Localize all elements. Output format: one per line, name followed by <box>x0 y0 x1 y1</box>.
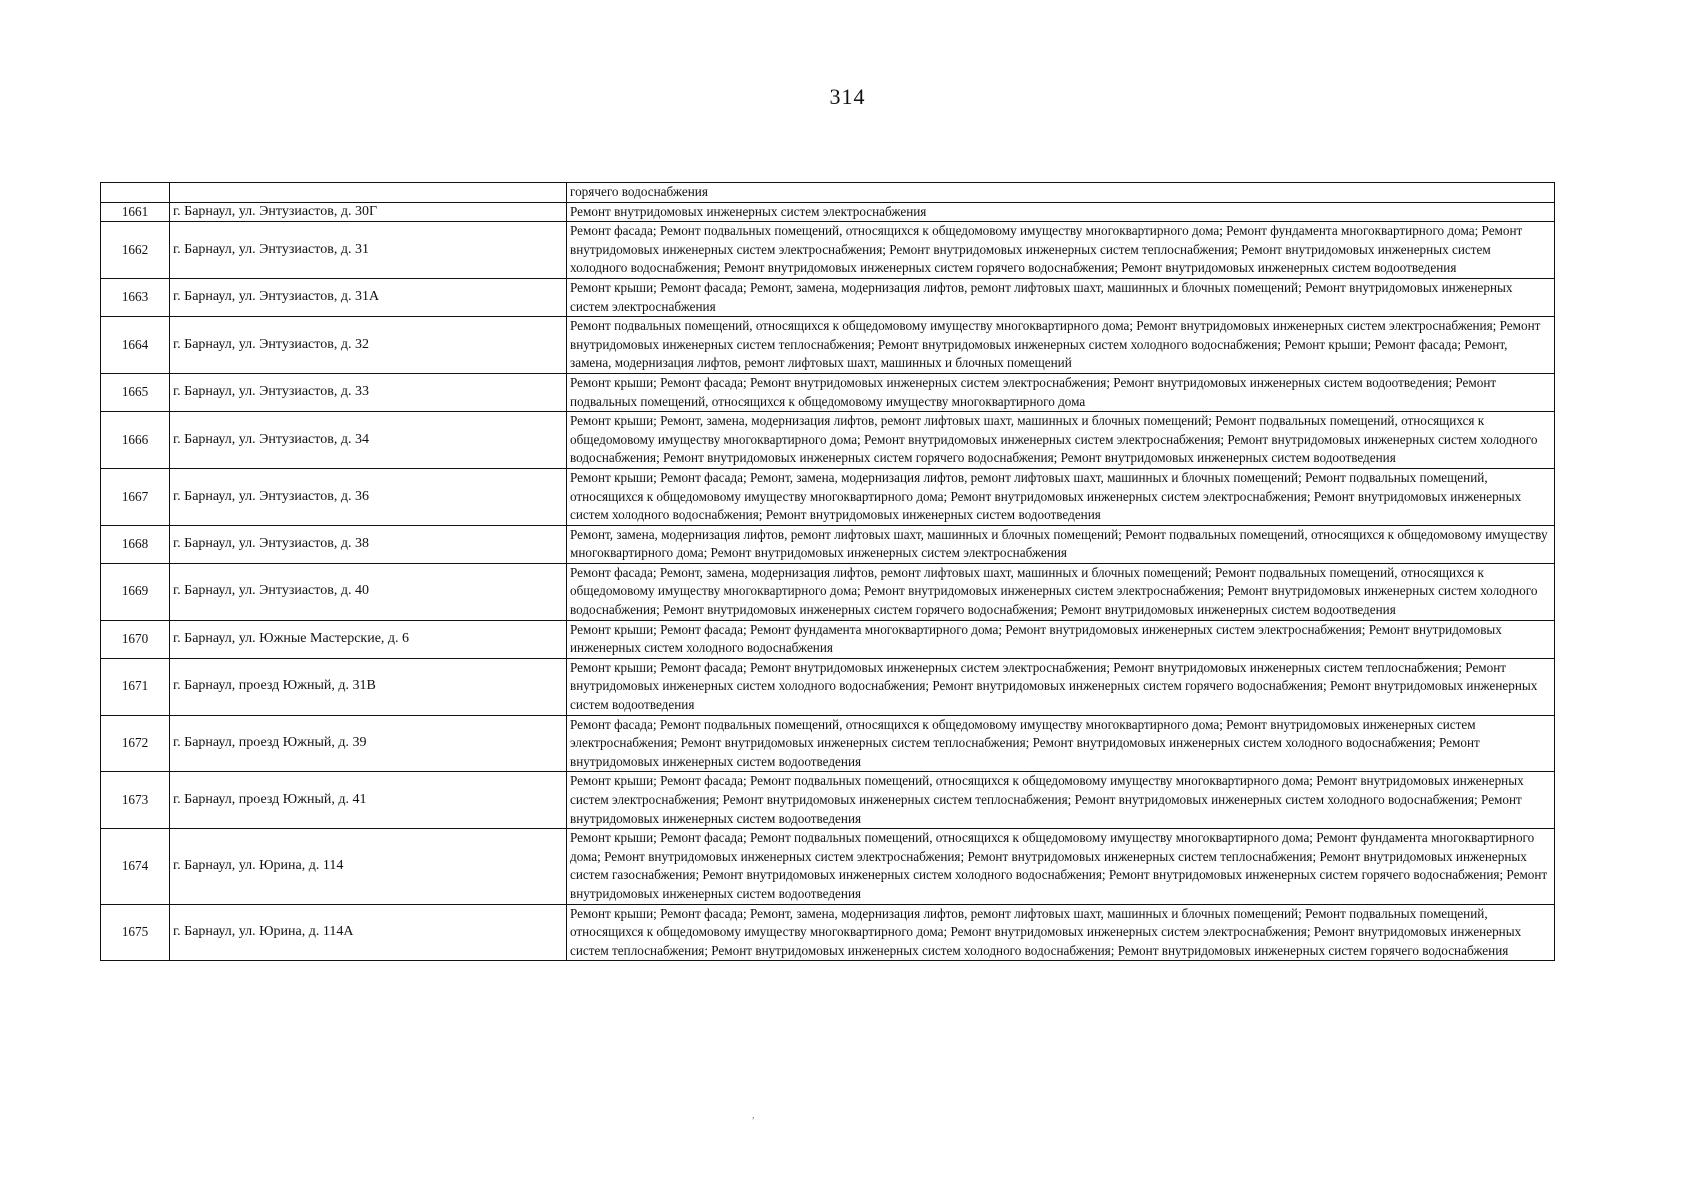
row-address: г. Барнаул, ул. Энтузиастов, д. 31А <box>170 278 567 316</box>
row-works: Ремонт крыши; Ремонт фасада; Ремонт внутридомовых инженерных систем электроснабжения; Ремонт внутридомовых инженерных систем водоотведения; Ремонт подвальных помещений, относящихся к общедомовому имуществу многоквартирного дома <box>567 373 1555 411</box>
row-number: 1665 <box>101 373 170 411</box>
table-row <box>101 468 1555 525</box>
table-row <box>101 222 1555 279</box>
page-number: 314 <box>829 84 866 109</box>
table-row <box>101 412 1555 469</box>
row-number: 1664 <box>101 317 170 374</box>
table-row <box>101 658 1555 715</box>
row-address <box>170 183 567 203</box>
row-works: Ремонт крыши; Ремонт, замена, модернизация лифтов, ремонт лифтовых шахт, машинных и блочных помещений; Ремонт подвальных помещений, относящихся к общедомовому имуществу многоквартирного дома; Ремонт внутридомовых инженерных систем электроснабжения; Ремонт внутридомовых инженерных систем холодного водоснабжения; Ремонт внутридомовых инженерных систем горячего водоснабжения; Ремонт внутридомовых инженерных систем водоотведения <box>567 412 1555 469</box>
row-number: 1672 <box>101 715 170 772</box>
row-address: г. Барнаул, ул. Энтузиастов, д. 33 <box>170 373 567 411</box>
row-number: 1667 <box>101 468 170 525</box>
row-number <box>101 183 170 203</box>
row-works: Ремонт крыши; Ремонт фасада; Ремонт подвальных помещений, относящихся к общедомовому имуществу многоквартирного дома; Ремонт внутридомовых инженерных систем электроснабжения; Ремонт внутридомовых инженерных систем теплоснабжения; Ремонт внутридомовых инженерных систем холодного водоснабжения; Ремонт внутридомовых инженерных систем водоотведения <box>567 772 1555 829</box>
table-row <box>101 904 1555 961</box>
row-address: г. Барнаул, ул. Южные Мастерские, д. 6 <box>170 620 567 658</box>
table-row <box>101 772 1555 829</box>
row-address: г. Барнаул, ул. Энтузиастов, д. 38 <box>170 525 567 563</box>
repair-registry-table <box>100 182 1555 961</box>
row-works: Ремонт крыши; Ремонт фасада; Ремонт, замена, модернизация лифтов, ремонт лифтовых шахт, машинных и блочных помещений; Ремонт подвальных помещений, относящихся к общедомовому имуществу многоквартирного дома; Ремонт внутридомовых инженерных систем электроснабжения; Ремонт внутридомовых инженерных систем холодного водоснабжения; Ремонт внутридомовых инженерных систем водоотведения <box>567 468 1555 525</box>
row-address: г. Барнаул, ул. Энтузиастов, д. 32 <box>170 317 567 374</box>
row-number: 1669 <box>101 563 170 620</box>
row-works: Ремонт фасада; Ремонт подвальных помещений, относящихся к общедомовому имуществу многоквартирного дома; Ремонт внутридомовых инженерных систем электроснабжения; Ремонт внутридомовых инженерных систем теплоснабжения; Ремонт внутридомовых инженерных систем холодного водоснабжения; Ремонт внутридомовых инженерных систем водоотведения <box>567 715 1555 772</box>
row-works: Ремонт крыши; Ремонт фасада; Ремонт, замена, модернизация лифтов, ремонт лифтовых шахт, машинных и блочных помещений; Ремонт подвальных помещений, относящихся к общедомовому имуществу многоквартирного дома; Ремонт внутридомовых инженерных систем электроснабжения; Ремонт внутридомовых инженерных систем теплоснабжения; Ремонт внутридомовых инженерных систем холодного водоснабжения; Ремонт внутридомовых инженерных систем горячего водоснабжения <box>567 904 1555 961</box>
row-address: г. Барнаул, ул. Энтузиастов, д. 36 <box>170 468 567 525</box>
row-works: Ремонт, замена, модернизация лифтов, ремонт лифтовых шахт, машинных и блочных помещений; Ремонт подвальных помещений, относящихся к общедомовому имуществу многоквартирного дома; Ремонт внутридомовых инженерных систем электроснабжения <box>567 525 1555 563</box>
row-works: Ремонт внутридомовых инженерных систем электроснабжения <box>567 202 1555 222</box>
row-works: Ремонт крыши; Ремонт фасада; Ремонт внутридомовых инженерных систем электроснабжения; Ремонт внутридомовых инженерных систем теплоснабжения; Ремонт внутридомовых инженерных систем холодного водоснабжения; Ремонт внутридомовых инженерных систем горячего водоснабжения; Ремонт внутридомовых инженерных систем водоотведения <box>567 658 1555 715</box>
row-works: Ремонт крыши; Ремонт фасада; Ремонт подвальных помещений, относящихся к общедомовому имуществу многоквартирного дома; Ремонт фундамента многоквартирного дома; Ремонт внутридомовых инженерных систем электроснабжения; Ремонт внутридомовых инженерных систем теплоснабжения; Ремонт внутридомовых инженерных систем газоснабжения; Ремонт внутридомовых инженерных систем холодного водоснабжения; Ремонт внутридомовых инженерных систем горячего водоснабжения; Ремонт внутридомовых инженерных систем водоотведения <box>567 829 1555 904</box>
row-works: Ремонт фасада; Ремонт подвальных помещений, относящихся к общедомовому имуществу многоквартирного дома; Ремонт фундамента многоквартирного дома; Ремонт внутридомовых инженерных систем электроснабжения; Ремонт внутридомовых инженерных систем теплоснабжения; Ремонт внутридомовых инженерных систем холодного водоснабжения; Ремонт внутридомовых инженерных систем горячего водоснабжения; Ремонт внутридомовых инженерных систем водоотведения <box>567 222 1555 279</box>
row-number: 1666 <box>101 412 170 469</box>
table-row <box>101 317 1555 374</box>
table-row <box>101 373 1555 411</box>
table-row <box>101 829 1555 904</box>
row-number: 1661 <box>101 202 170 222</box>
row-address: г. Барнаул, ул. Энтузиастов, д. 31 <box>170 222 567 279</box>
row-number: 1674 <box>101 829 170 904</box>
row-works: Ремонт фасада; Ремонт, замена, модернизация лифтов, ремонт лифтовых шахт, машинных и блочных помещений; Ремонт подвальных помещений, относящихся к общедомовому имуществу многоквартирного дома; Ремонт внутридомовых инженерных систем электроснабжения; Ремонт внутридомовых инженерных систем холодного водоснабжения; Ремонт внутридомовых инженерных систем горячего водоснабжения; Ремонт внутридомовых инженерных систем водоотведения <box>567 563 1555 620</box>
row-number: 1671 <box>101 658 170 715</box>
row-works: Ремонт крыши; Ремонт фасада; Ремонт фундамента многоквартирного дома; Ремонт внутридомовых инженерных систем электроснабжения; Ремонт внутридомовых инженерных систем холодного водоснабжения <box>567 620 1555 658</box>
row-number: 1670 <box>101 620 170 658</box>
table-row <box>101 202 1555 222</box>
table-row <box>101 620 1555 658</box>
row-address: г. Барнаул, ул. Энтузиастов, д. 40 <box>170 563 567 620</box>
row-address: г. Барнаул, ул. Энтузиастов, д. 30Г <box>170 202 567 222</box>
row-number: 1663 <box>101 278 170 316</box>
table-row <box>101 715 1555 772</box>
row-address: г. Барнаул, ул. Юрина, д. 114 <box>170 829 567 904</box>
scan-artifact: , <box>752 1110 755 1121</box>
row-address: г. Барнаул, проезд Южный, д. 31В <box>170 658 567 715</box>
table-body <box>101 183 1555 961</box>
row-address: г. Барнаул, проезд Южный, д. 39 <box>170 715 567 772</box>
row-address: г. Барнаул, проезд Южный, д. 41 <box>170 772 567 829</box>
table-row <box>101 278 1555 316</box>
row-number: 1675 <box>101 904 170 961</box>
row-number: 1673 <box>101 772 170 829</box>
row-works: Ремонт подвальных помещений, относящихся к общедомовому имуществу многоквартирного дома; Ремонт внутридомовых инженерных систем электроснабжения; Ремонт внутридомовых инженерных систем теплоснабжения; Ремонт внутридомовых инженерных систем холодного водоснабжения; Ремонт крыши; Ремонт фасада; Ремонт, замена, модернизация лифтов, ремонт лифтовых шахт, машинных и блочных помещений <box>567 317 1555 374</box>
table-row <box>101 525 1555 563</box>
row-works: горячего водоснабжения <box>567 183 1555 203</box>
row-number: 1662 <box>101 222 170 279</box>
row-works: Ремонт крыши; Ремонт фасада; Ремонт, замена, модернизация лифтов, ремонт лифтовых шахт, машинных и блочных помещений; Ремонт внутридомовых инженерных систем электроснабжения <box>567 278 1555 316</box>
table-row <box>101 183 1555 203</box>
row-address: г. Барнаул, ул. Энтузиастов, д. 34 <box>170 412 567 469</box>
table-row <box>101 563 1555 620</box>
row-number: 1668 <box>101 525 170 563</box>
row-address: г. Барнаул, ул. Юрина, д. 114А <box>170 904 567 961</box>
